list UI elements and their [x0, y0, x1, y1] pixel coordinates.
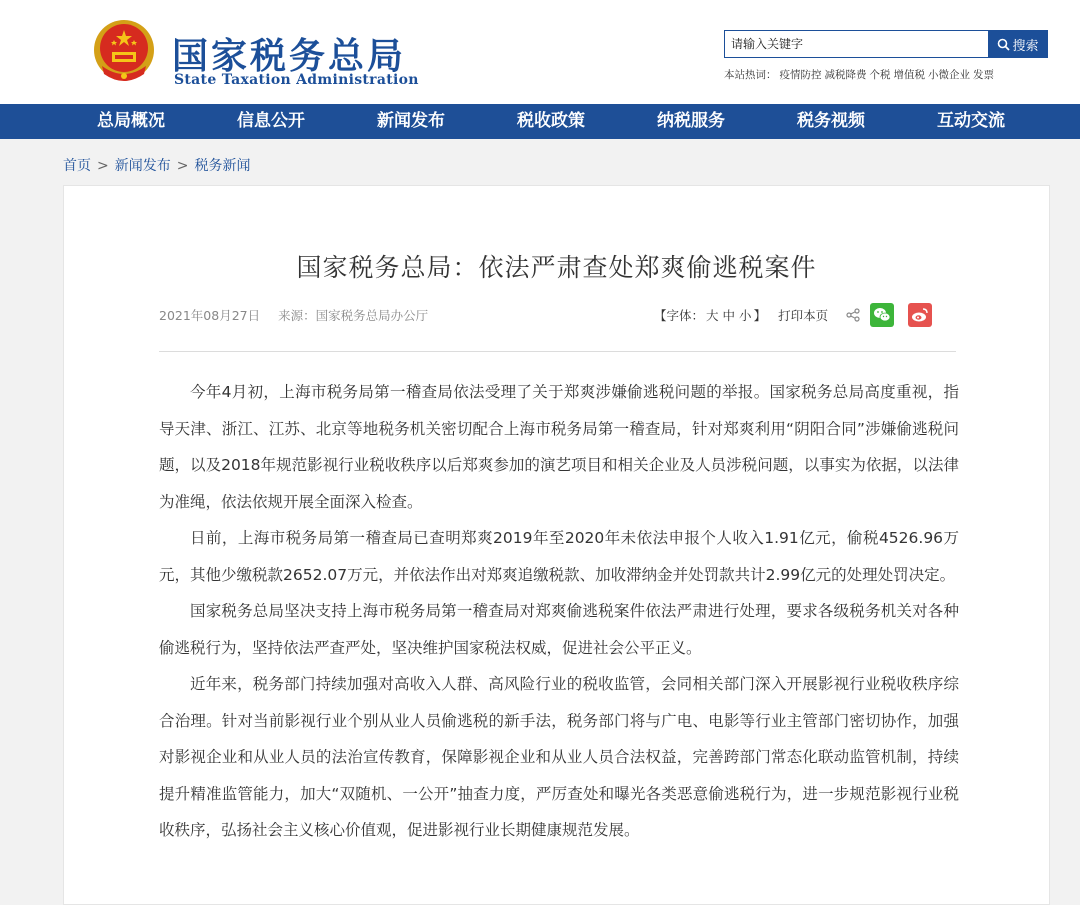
breadcrumb-separator: > — [176, 158, 189, 174]
article-paragraph: 日前，上海市税务局第一稽查局已查明郑爽2019年至2020年未依法申报个人收入1.91亿元，偷税4526.96万元，其他少缴税款2652.07万元，并依法作出对郑爽追缴税款、加收滞纳金并处罚款共计2.99亿元的处理处罚决定。 — [159, 529, 959, 584]
wechat-icon[interactable] — [870, 303, 894, 327]
font-size-label: 【字体： — [654, 308, 705, 323]
national-emblem-icon — [92, 18, 156, 86]
hot-words-label: 本站热词： — [724, 69, 777, 81]
article-panel — [63, 185, 1050, 905]
breadcrumb-separator: > — [97, 158, 109, 174]
nav-item-taxpayer-service[interactable]: 纳税服务 — [657, 111, 725, 131]
search-button[interactable] — [988, 30, 1048, 58]
nav-item-overview[interactable]: 总局概况 — [97, 111, 165, 131]
nav-item-news[interactable]: 新闻发布 — [377, 111, 445, 131]
nav-item-interaction[interactable]: 互动交流 — [937, 111, 1005, 131]
article-paragraph: 近年来，税务部门持续加强对高收入人群、高风险行业的税收监管，会同相关部门深入开展影视行业税收秩序综合治理。针对当前影视行业个别从业人员偷逃税的新手法，税务部门将与广电、电影等行业主管部门密切协作，加强对影视企业和从业人员的法治宣传教育，保障影视企业和从业人员合法权益，完善跨部门常态化联动监管机制，持续提升精准监管能力，加大“双随机、一公开”抽查力度，严厉查处和曝光各类恶意偷逃税行为，进一步规范影视行业税收秩序，弘扬社会主义核心价值观，促进影视行业长期健康规范发展。 — [159, 675, 959, 839]
breadcrumb-home[interactable]: 首页 — [63, 158, 91, 174]
article-title: 国家税务总局：依法严肃查处郑爽偷逃税案件 — [296, 253, 817, 282]
hot-word-link[interactable]: 个税 — [869, 69, 891, 81]
font-size-label-close: 】 — [753, 308, 767, 323]
breadcrumb-tax-news[interactable]: 税务新闻 — [194, 158, 251, 174]
main-nav — [0, 104, 1080, 139]
hot-word-link[interactable]: 增值税 — [893, 69, 925, 81]
article-paragraph: 国家税务总局坚决支持上海市税务局第一稽查局对郑爽偷逃税案件依法严肃进行处理，要求各级税务机关对各种偷逃税行为，坚持依法严查严处，坚决维护国家税法权威，促进社会公平正义。 — [159, 602, 959, 657]
print-button[interactable]: 打印本页 — [778, 308, 829, 323]
hot-words-bar — [724, 67, 994, 82]
share-icon[interactable] — [846, 308, 860, 322]
search-icon — [997, 38, 1010, 51]
hot-word-link[interactable]: 减税降费 — [824, 69, 867, 81]
font-size-small-button[interactable]: 小 — [739, 308, 752, 323]
font-size-large-button[interactable]: 大 — [706, 308, 719, 323]
site-logo-subtitle[interactable]: State Taxation Administration — [174, 72, 419, 88]
font-size-medium-button[interactable]: 中 — [722, 308, 736, 323]
site-logo-title[interactable]: 国家税务总局 — [172, 36, 407, 77]
breadcrumb — [63, 155, 250, 175]
article-date: 2021年08月27日 — [159, 308, 261, 323]
article-source: 来源：国家税务总局办公厅 — [278, 308, 429, 323]
article-paragraph: 今年4月初，上海市税务局第一稽查局依法受理了关于郑爽涉嫌偷逃税问题的举报。国家税务总局高度重视，指导天津、浙江、江苏、北京等地税务机关密切配合上海市税务局第一稽查局，针对郑爽利用“阴阳合同”涉嫌偷逃税问题，以及2018年规范影视行业税收秩序以后郑爽参加的演艺项目和相关企业及人员涉税问题，以事实为依据，以法律为准绳，依法依规开展全面深入检查。 — [159, 383, 959, 511]
weibo-icon[interactable] — [908, 303, 932, 327]
site-header — [0, 0, 1080, 104]
hot-word-link[interactable]: 小微企业 — [928, 69, 970, 81]
article-meta — [159, 306, 428, 324]
nav-item-info-disclosure[interactable]: 信息公开 — [237, 111, 305, 131]
hot-word-link[interactable]: 疫情防控 — [779, 69, 822, 81]
hot-word-link[interactable]: 发票 — [973, 69, 994, 81]
article-body — [159, 374, 959, 849]
article-tools — [654, 303, 932, 327]
search-input[interactable] — [724, 30, 988, 58]
nav-item-tax-video[interactable]: 税务视频 — [797, 111, 865, 131]
nav-item-tax-policy[interactable]: 税收政策 — [517, 111, 585, 131]
search-button-label: 搜索 — [1012, 38, 1039, 54]
breadcrumb-news[interactable]: 新闻发布 — [114, 158, 171, 174]
article-divider — [159, 351, 956, 352]
